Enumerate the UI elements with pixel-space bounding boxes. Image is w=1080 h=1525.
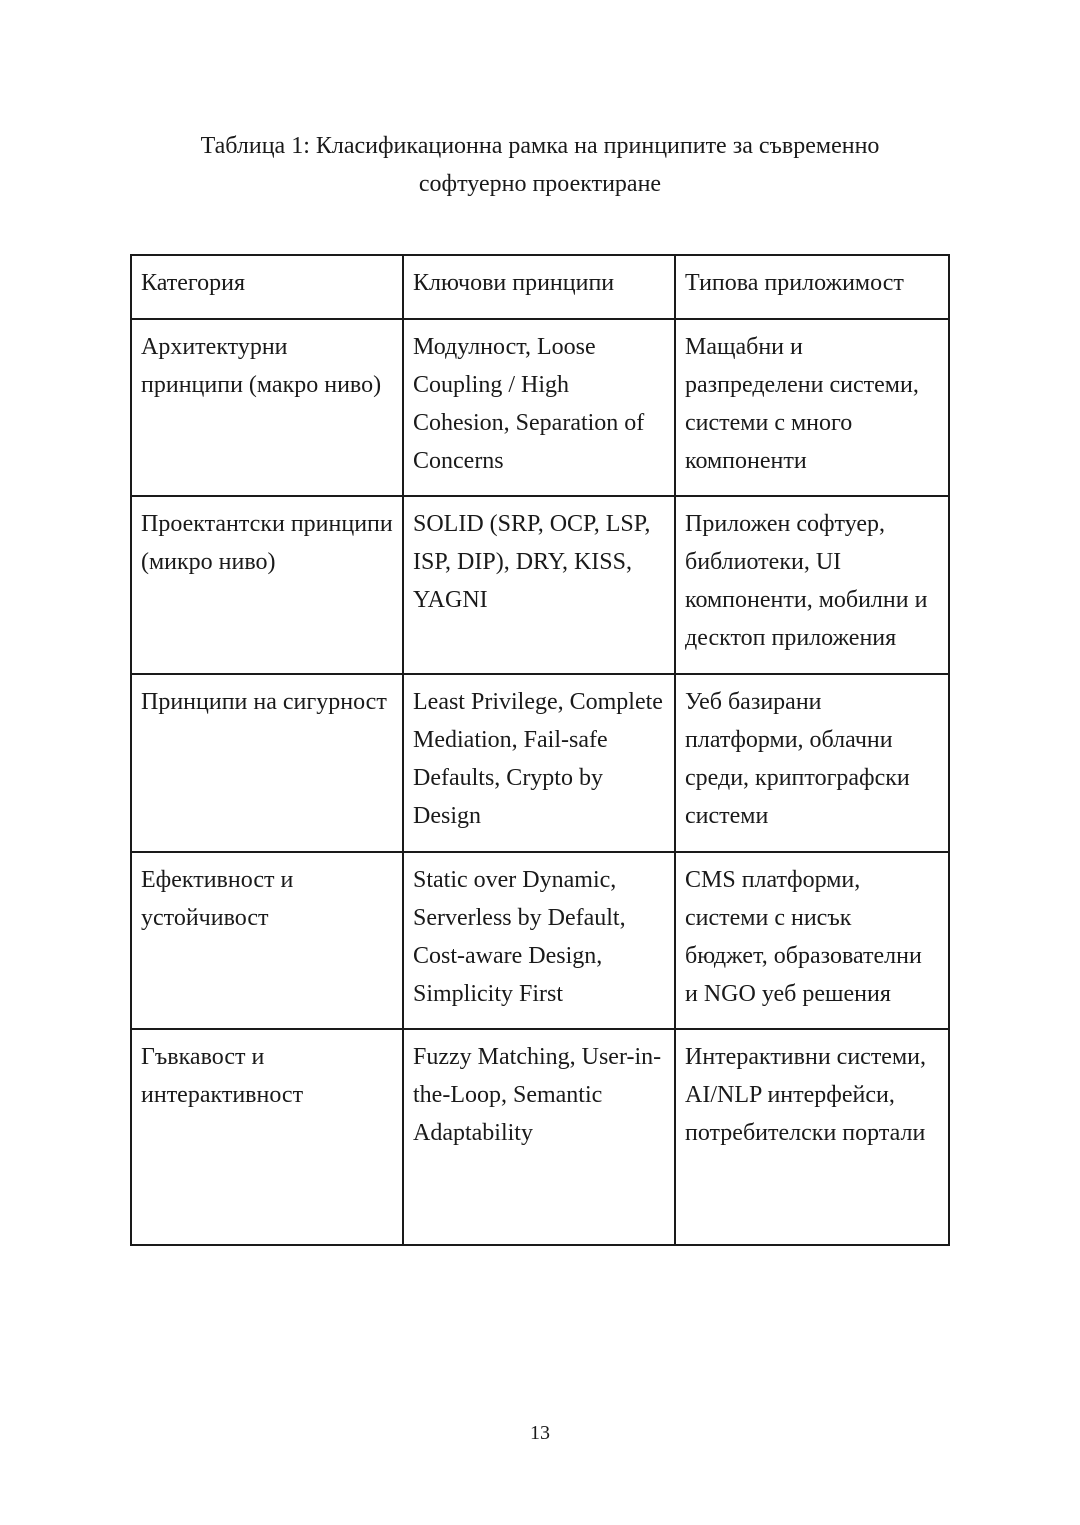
cell-category: Проектантски принципи (микро ниво): [131, 496, 403, 674]
page-number: 13: [530, 1422, 550, 1444]
cell-applicability: Интерактивни системи, AI/NLP интерфейси, потребителски портали: [675, 1029, 949, 1245]
cell-principles: Least Privilege, Complete Mediation, Fail-safe Defaults, Crypto by Design: [403, 674, 675, 852]
table-row: [131, 319, 949, 496]
cell-applicability: CMS платформи, системи с нисък бюджет, образователни и NGO уеб решения: [675, 852, 949, 1029]
cell-principles: Static over Dynamic, Serverless by Default, Cost-aware Design, Simplicity First: [403, 852, 675, 1029]
cell-category: Ефективност и устойчивост: [131, 852, 403, 1029]
cell-applicability: Мащабни и разпределени системи, системи с много компоненти: [675, 319, 949, 496]
header-cell-category: Категория: [131, 255, 403, 319]
cell-principles: SOLID (SRP, OCP, LSP, ISP, DIP), DRY, KISS, YAGNI: [403, 496, 675, 674]
table-row: [131, 496, 949, 674]
cell-principles: Fuzzy Matching, User-in-the-Loop, Semantic Adaptability: [403, 1029, 675, 1245]
cell-applicability: Приложен софтуер, библиотеки, UI компоненти, мобилни и десктоп приложения: [675, 496, 949, 674]
cell-principles: Модулност, Loose Coupling / High Cohesion, Separation of Concerns: [403, 319, 675, 496]
table-caption-line-2: софтуерно проектиране: [418, 171, 662, 197]
header-cell-principles: Ключови принципи: [403, 255, 675, 319]
table-row: [131, 852, 949, 1029]
cell-category: Архитектурни принципи (макро ниво): [131, 319, 403, 496]
cell-category: Гъвкавост и интерактивност: [131, 1029, 403, 1245]
table-row: [131, 674, 949, 852]
table-caption-line-1: Таблица 1: Класификационна рамка на принципите за съвременно: [200, 133, 880, 159]
header-cell-applicability: Типова приложимост: [675, 255, 949, 319]
table-header-row: [131, 255, 949, 319]
table-row: [131, 1029, 949, 1245]
classification-table: [130, 254, 950, 1246]
cell-category: Принципи на сигурност: [131, 674, 403, 852]
cell-applicability: Уеб базирани платформи, облачни среди, криптографски системи: [675, 674, 949, 852]
